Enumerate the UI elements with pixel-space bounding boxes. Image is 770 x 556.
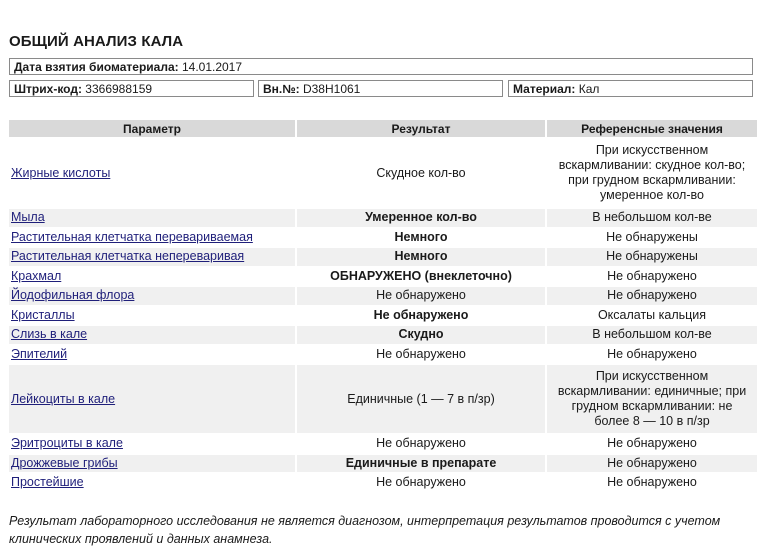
parameter-link[interactable]: Жирные кислоты [9, 139, 295, 207]
result-value: Немного [297, 248, 545, 266]
table-row [9, 346, 757, 364]
parameter-link[interactable]: Эритроциты в кале [9, 435, 295, 453]
table-row [9, 365, 757, 433]
reference-value: Не обнаружено [547, 346, 757, 364]
report-title: ОБЩИЙ АНАЛИЗ КАЛА [9, 33, 184, 50]
table-row [9, 455, 757, 473]
column-header-parameter: Параметр [9, 120, 295, 137]
table-row [9, 326, 757, 344]
result-value: Не обнаружено [297, 307, 545, 325]
column-header-reference: Референсные значения [547, 120, 757, 137]
result-value: Умеренное кол-во [297, 209, 545, 227]
sample-date-value: 14.01.2017 [181, 60, 243, 74]
disclaimer-note: Результат лабораторного исследования не является диагнозом, интерпретация результатов проводится с учетом клинических проявлений и данных анамнеза. [9, 514, 721, 546]
table-row [9, 287, 757, 305]
sample-date-label: Дата взятия биоматериала: [14, 60, 179, 74]
reference-value: Не обнаружено [547, 268, 757, 286]
parameter-link[interactable]: Кристаллы [9, 307, 295, 325]
parameter-link[interactable]: Растительная клетчатка непереваривая [9, 248, 295, 266]
material-value: Кал [578, 82, 600, 96]
result-value: Единичные (1 — 7 в п/зр) [297, 365, 545, 433]
parameter-link[interactable]: Дрожжевые грибы [9, 455, 295, 473]
result-value: Не обнаружено [297, 474, 545, 492]
parameter-link[interactable]: Йодофильная флора [9, 287, 295, 305]
material-label: Материал: [513, 82, 576, 96]
result-value: Не обнаружено [297, 287, 545, 305]
material-field [508, 80, 753, 97]
sample-date-field [9, 58, 753, 75]
reference-value: Не обнаружено [547, 455, 757, 473]
table-row [9, 474, 757, 492]
result-value: ОБНАРУЖЕНО (внеклеточно) [297, 268, 545, 286]
column-header-result: Результат [297, 120, 545, 137]
barcode-field [9, 80, 254, 97]
table-row [9, 307, 757, 325]
barcode-label: Штрих-код: [14, 82, 82, 96]
result-value: Скудно [297, 326, 545, 344]
reference-value: Не обнаружены [547, 248, 757, 266]
reference-value: Не обнаружены [547, 229, 757, 247]
reference-value: Не обнаружено [547, 287, 757, 305]
table-row [9, 139, 757, 207]
parameter-link[interactable]: Простейшие [9, 474, 295, 492]
parameter-link[interactable]: Мыла [9, 209, 295, 227]
parameter-link[interactable]: Слизь в кале [9, 326, 295, 344]
parameter-link[interactable]: Растительная клетчатка перевариваемая [9, 229, 295, 247]
result-value: Скудное кол-во [297, 139, 545, 207]
table-header-row [9, 120, 757, 137]
table-row [9, 268, 757, 286]
table-row [9, 209, 757, 227]
results-table [7, 118, 759, 494]
parameter-link[interactable]: Эпителий [9, 346, 295, 364]
barcode-value: 3366988159 [85, 82, 153, 96]
reference-value: В небольшом кол-ве [547, 326, 757, 344]
reference-value: Не обнаружено [547, 474, 757, 492]
result-value: Не обнаружено [297, 346, 545, 364]
reference-value: В небольшом кол-ве [547, 209, 757, 227]
internal-number-value: D38H1061 [302, 82, 361, 96]
table-row [9, 248, 757, 266]
result-value: Не обнаружено [297, 435, 545, 453]
result-value: Немного [297, 229, 545, 247]
parameter-link[interactable]: Лейкоциты в кале [9, 365, 295, 433]
reference-value: При искусственном вскармливании: скудное кол-во; при грудном вскармливании: умеренное кол-во [547, 139, 757, 207]
table-row [9, 229, 757, 247]
reference-value: Не обнаружено [547, 435, 757, 453]
parameter-link[interactable]: Крахмал [9, 268, 295, 286]
reference-value: Оксалаты кальция [547, 307, 757, 325]
reference-value: При искусственном вскармливании: единичные; при грудном вскармливании: не более 8 — 10 в п/зр [547, 365, 757, 433]
internal-number-label: Вн.№: [263, 82, 300, 96]
table-row [9, 435, 757, 453]
result-value: Единичные в препарате [297, 455, 545, 473]
internal-number-field [258, 80, 503, 97]
